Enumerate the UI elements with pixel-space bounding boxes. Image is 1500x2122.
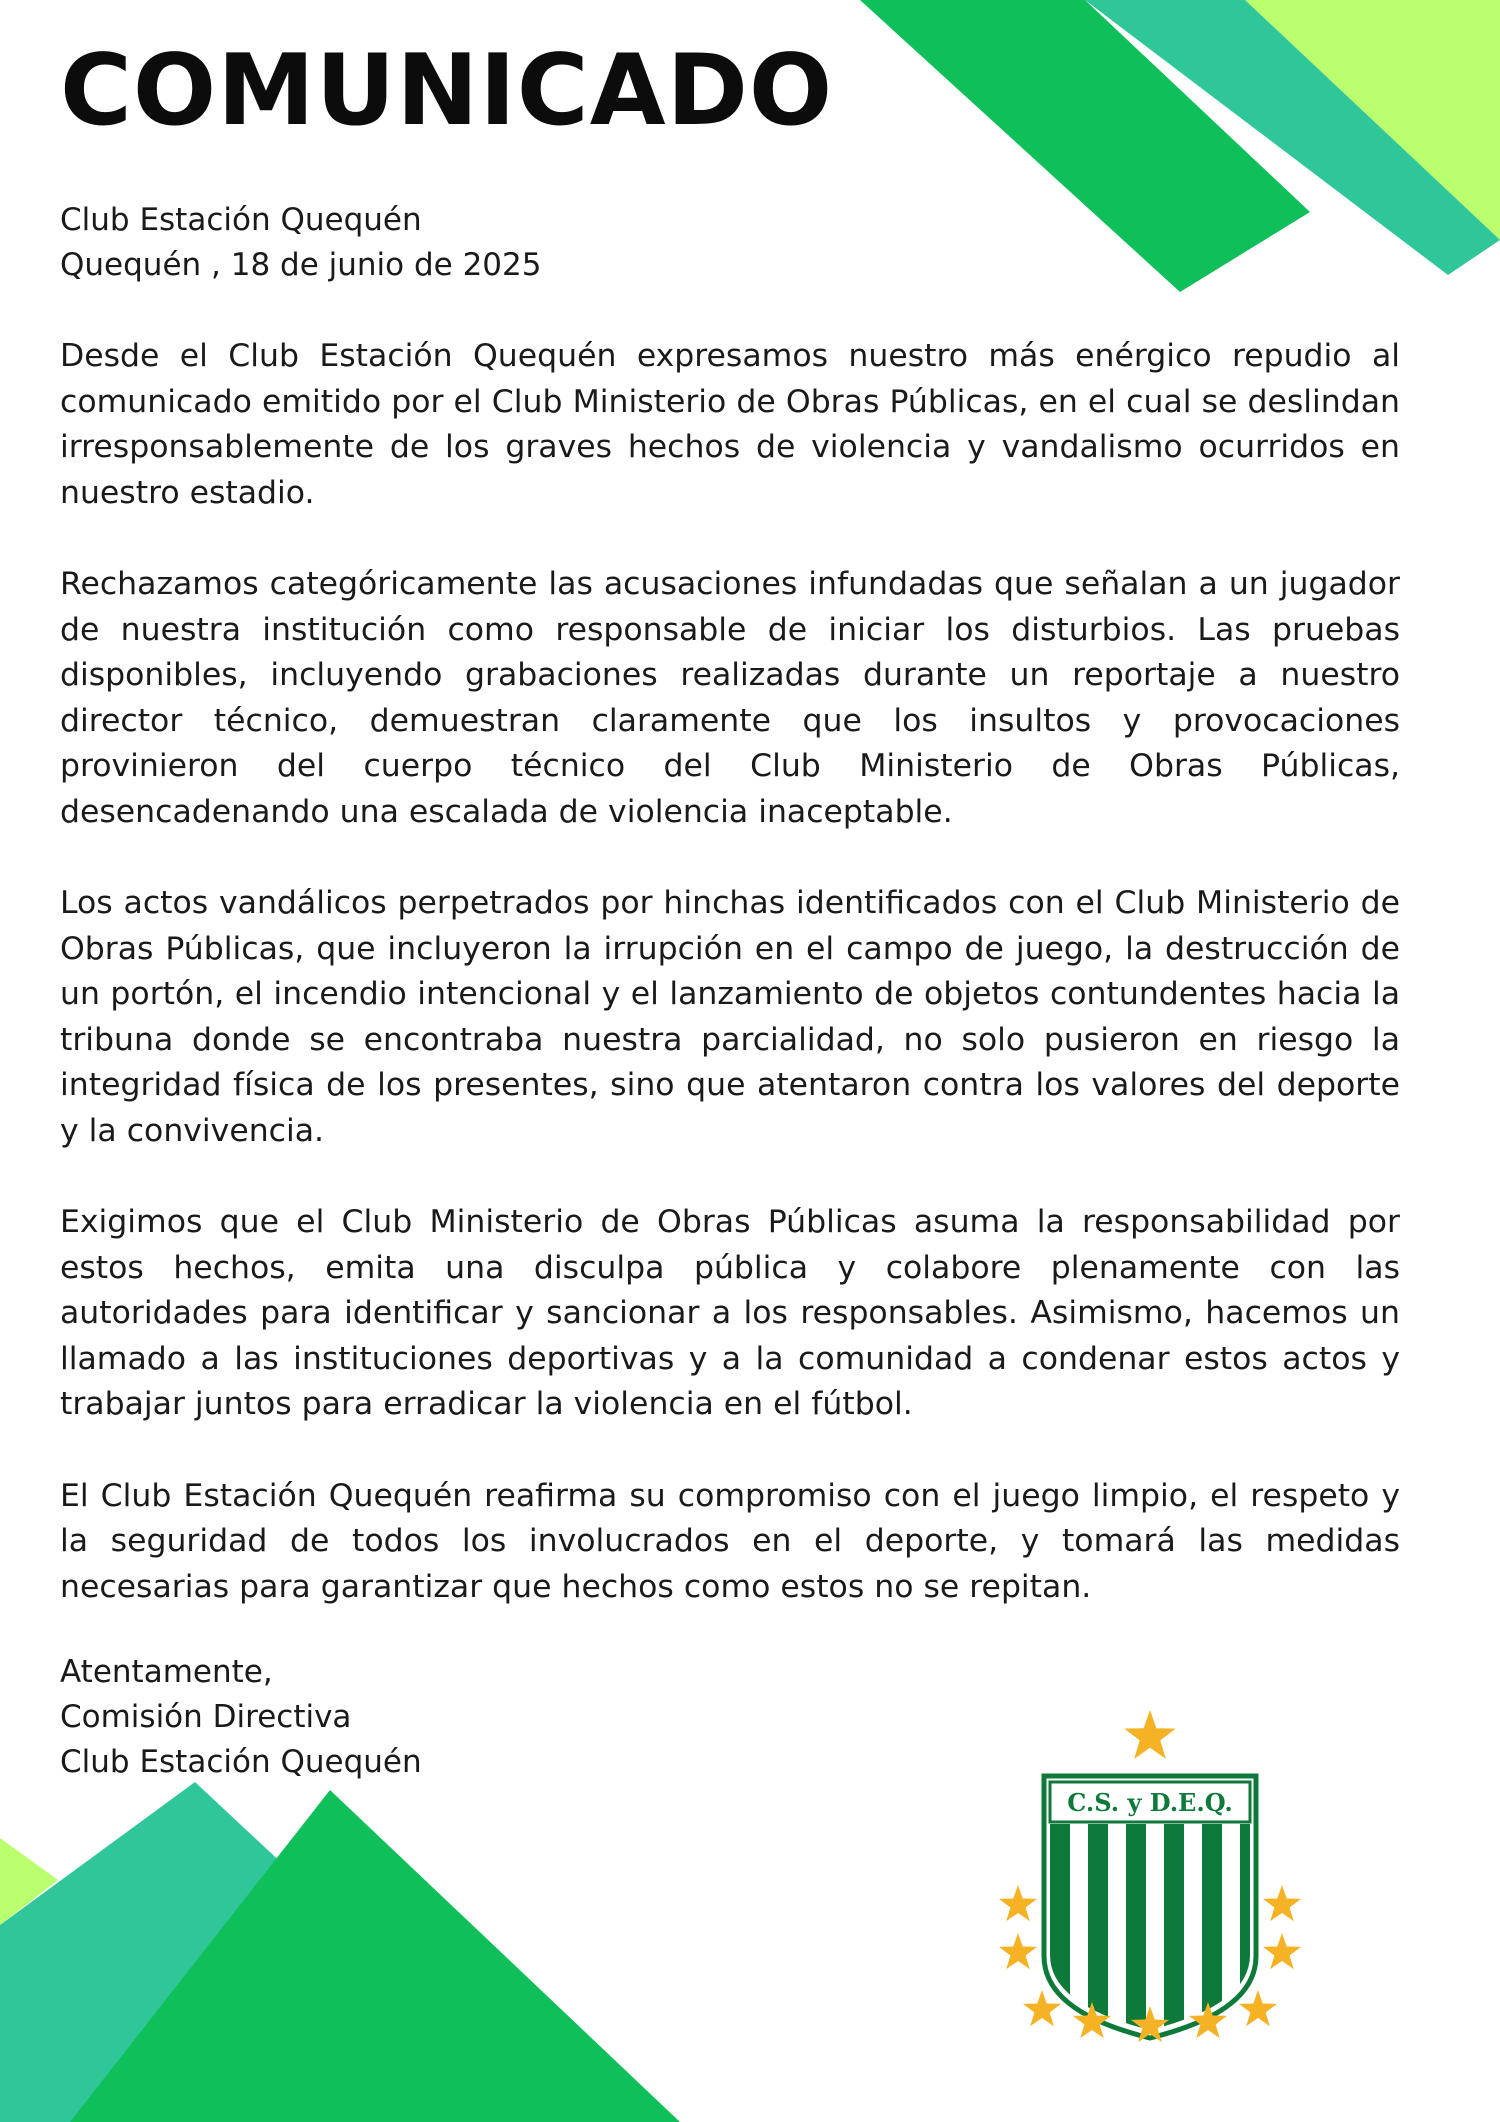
deco-lime-top <box>1245 0 1500 240</box>
deco-teal-top <box>1085 0 1500 275</box>
header-place-date: Quequén , 18 de junio de 2025 <box>60 247 542 283</box>
crest-star <box>1263 1933 1301 1969</box>
deco-lime-bottom <box>0 1838 58 1925</box>
letter-body <box>60 334 1400 1656</box>
paragraph-1: Desde el Club Estación Quequén expresamos nuestro más enérgico repudio al comunicado emitido por el Club Ministerio de Obras Públicas, en el cual se deslindan irresponsablemente de los graves hechos de violencia y vandalismo ocurridos en nuestro estadio. <box>60 338 1400 511</box>
closing-organization: Club Estación Quequén <box>60 1744 422 1780</box>
closing-signatory: Comisión Directiva <box>60 1699 352 1735</box>
deco-green-bottom <box>70 1790 680 2122</box>
paragraph-4: Exigimos que el Club Ministerio de Obras Públicas asuma la responsabilidad por estos hechos, emita una disculpa pública y colabore plenamente con las autoridades para identificar y sancionar a los responsables. Asimismo, hacemos un llamado a las instituciones deportivas y a la comunidad a condenar estos actos y trabajar juntos para erradicar la violencia en el fútbol. <box>60 1204 1400 1422</box>
paragraph-3: Los actos vandálicos perpetrados por hinchas identificados con el Club Ministerio de Obras Públicas, que incluyeron la irrupción en el campo de juego, la destrucción de un portón, el incendio intencional y el lanzamiento de objetos contundentes hacia la tribuna donde se encontraba nuestra parcialidad, no solo pusieron en riesgo la integridad física de los presentes, sino que atentaron contra los valores del deporte y la convivencia. <box>60 885 1400 1149</box>
crest-star <box>1023 1990 1061 2026</box>
crest-star <box>999 1933 1037 1969</box>
crest-star <box>999 1885 1037 1921</box>
crest-top-star <box>1124 1710 1175 1759</box>
deco-teal-bottom <box>0 1782 380 2122</box>
paragraph-5: El Club Estación Quequén reafirma su compromiso con el juego limpio, el respeto y la seguridad de todos los involucrados en el deporte, y tomará las medidas necesarias para garantizar que hechos como estos no se repitan. <box>60 1477 1400 1605</box>
club-crest-logo <box>990 1700 1310 2060</box>
paragraph-2: Rechazamos categóricamente las acusaciones infundadas que señalan a un jugador de nuestra institución como responsable de iniciar los disturbios. Las pruebas disponibles, incluyendo grabaciones realizadas durante un reportaje a nuestro director técnico, demuestran claramente que los insultos y provocaciones provinieron del cuerpo técnico del Club Ministerio de Obras Públicas, desencadenando una escalada de violencia inaceptable. <box>60 566 1400 830</box>
crest-initials: C.S. y D.E.Q. <box>1067 1788 1233 1817</box>
crest-star <box>1239 1990 1277 2026</box>
closing-salutation: Atentamente, <box>60 1654 273 1690</box>
letter-header <box>60 198 960 288</box>
crest-star <box>1263 1885 1301 1921</box>
header-organization: Club Estación Quequén <box>60 202 422 238</box>
page-title: COMUNICADO <box>60 34 834 148</box>
letter-closing <box>60 1650 760 1785</box>
